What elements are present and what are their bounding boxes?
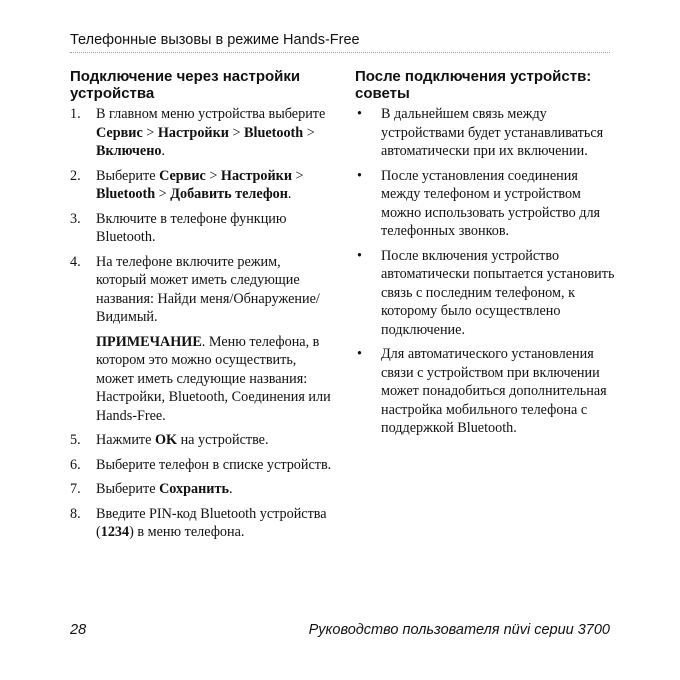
footer-title: Руководство пользователя nüvi серии 3700 [308,622,610,638]
menu-term: Bluetooth [244,124,304,141]
menu-term: Сервис [96,124,143,141]
note-text: . Меню телефона, в котором это можно осуществить, может иметь следующие названия: Настройки, Bluetooth, Соединения или Hands-Free. [96,333,331,424]
menu-term: OK [154,432,178,448]
tip-item [355,247,617,340]
bullet-icon: • [357,247,362,264]
bullet-icon: • [357,346,362,362]
pin-code: 1234 [100,524,130,540]
step-text: . [228,481,233,497]
step-number: 6. [70,456,81,473]
right-column [355,68,617,444]
step-item [70,210,332,247]
step-text: . [287,186,292,202]
tip-text: После установления соединения между телефоном и устройством можно использовать устройство для телефонных звонков. [381,167,601,239]
bullet-icon: • [357,106,362,122]
tip-item [355,345,617,438]
step-item [70,456,332,475]
step-text: Выберите телефон в списке устройств. [96,456,332,473]
step-text: > [155,186,171,202]
step-text: > [228,124,245,141]
menu-term: Настройки [220,167,292,184]
tip-item [355,167,617,241]
tip-item [355,105,617,161]
step-text: Выберите [96,167,160,184]
note-label: ПРИМЕЧАНИЕ [96,333,202,350]
step-text: на устройстве. [177,432,269,448]
step-item [70,253,332,327]
step-item [70,105,332,161]
section-heading-connect: Подключение через настройки устройства [70,68,301,102]
tips-list [355,105,617,438]
step-text: > [303,124,315,141]
step-number: 8. [70,505,81,522]
tip-text: В дальнейшем связь между устройствами будет устанавливаться автоматически при их включении. [381,106,604,159]
header-divider [70,52,610,53]
step-text: В главном меню устройства выберите [96,106,326,122]
tip-text: После включения устройство автоматически попытается установить связь с последним телефоном, к которому было осуществлено подключение. [381,247,615,338]
note-paragraph [70,333,332,426]
page-number: 28 [70,622,87,638]
step-item [70,431,332,450]
step-number: 4. [70,253,81,270]
tip-text: Для автоматического установления связи с устройством при включении может понадобиться дополнительная настройка мобильного телефона с поддержкой Bluetooth. [381,346,607,436]
menu-term: Включено [96,143,162,159]
step-text: Включите в телефоне функцию Bluetooth. [96,210,287,245]
step-number: 2. [70,167,81,184]
step-text: . [161,143,166,159]
menu-term: Сервис [159,167,206,184]
menu-term: Bluetooth [96,186,156,202]
menu-term: Настройки [157,124,229,141]
step-item [70,505,332,542]
step-number: 1. [70,106,81,122]
step-text: > [205,167,221,184]
step-text: Нажмите [96,432,155,448]
step-number: 5. [70,432,81,448]
left-column [70,68,332,548]
step-item [70,480,332,499]
step-text: > [292,167,304,184]
step-text: > [142,124,158,141]
section-heading-tips: После подключения устройств: советы [355,68,592,102]
step-text: Введите PIN-код Bluetooth устройства ( [96,505,327,540]
step-number: 7. [70,481,81,497]
menu-term: Сохранить [159,481,229,497]
bullet-icon: • [357,167,362,184]
steps-list [70,105,332,327]
step-text: Выберите [96,481,160,497]
menu-term: Добавить телефон [170,186,288,202]
step-text: ) в меню телефона. [129,524,245,540]
step-item [70,167,332,204]
step-text: На телефоне включите режим, который может иметь следующие названия: Найди меня/Обнаружение/Видимый. [96,253,320,325]
running-header: Телефонные вызовы в режиме Hands-Free [70,32,360,48]
steps-list-continued [70,431,332,542]
step-number: 3. [70,210,81,227]
